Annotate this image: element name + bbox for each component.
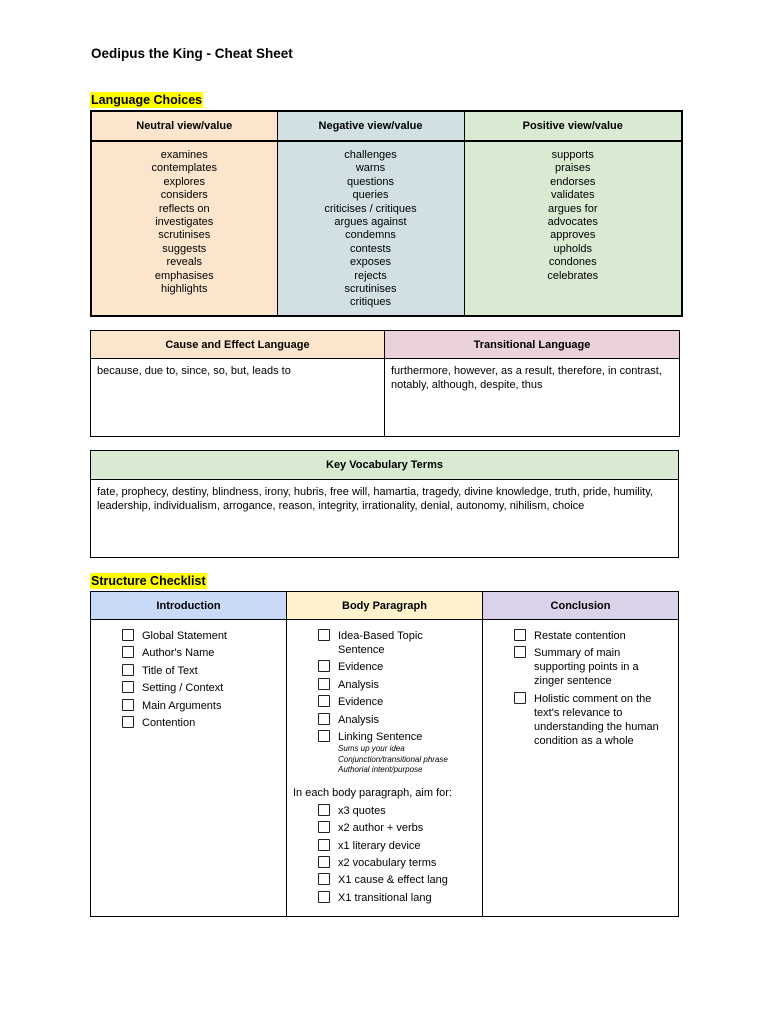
checklist-label: Analysis [338,678,379,691]
list-item: criticises / critiques [324,202,417,215]
list-item: challenges [344,149,397,161]
list-item: contests [350,242,391,255]
checkbox[interactable] [514,692,526,704]
checklist-item [122,646,286,660]
list-item: celebrates [547,269,599,282]
note-line: Sums up your idea [338,744,405,754]
vocabulary-table [90,450,679,558]
neutral-list [91,141,277,316]
checklist-item [318,660,482,674]
list-item: contemplates [151,162,217,175]
checklist-item [318,839,482,853]
list-item: argues against [334,216,407,229]
checklist-item [318,678,482,692]
checklist-item [122,681,286,695]
list-item: scrutinises [344,283,397,296]
checklist-label: Evidence [338,696,384,709]
document-title: Oedipus the King - Cheat Sheet [91,46,293,61]
list-item: rejects [354,269,387,282]
checklist-label: Summary of main supporting points in a zinger sentence [534,647,639,688]
checklist-label: Holistic comment on the text's relevance to understanding the human condition as a whole [534,692,659,747]
list-item: endorses [550,175,596,188]
checklist-item [122,699,286,713]
checklist-label: Evidence [338,661,384,674]
checklist-item [514,692,666,748]
transitional-header: Transitional Language [385,331,680,359]
linking-sentence-notes [287,744,482,776]
checklist-label: Global Statement [142,630,227,642]
language-choices-table [90,110,683,317]
checkbox[interactable] [122,646,134,658]
negative-header: Negative view/value [277,111,464,141]
vocabulary-header: Key Vocabulary Terms [91,451,679,480]
list-item: examines [160,149,208,161]
list-item: reflects on [158,202,210,215]
checklist-label: Analysis [338,713,379,726]
list-item: reveals [166,256,202,269]
checklist-label: x2 author + verbs [338,822,424,835]
structure-checklist-table [90,591,679,917]
cause-effect-header: Cause and Effect Language [91,331,385,359]
list-item: warns [355,162,386,175]
checklist-label: x3 quotes [338,804,386,817]
checklist-item [122,716,286,730]
list-item: scrutinises [158,229,211,242]
introduction-cell [91,620,287,917]
checklist-label: Contention [142,716,196,729]
checklist-item [122,629,286,643]
checkbox[interactable] [318,629,330,641]
checklist-label: Main Arguments [142,699,222,712]
checkbox[interactable] [318,695,330,707]
checklist-label: Linking Sentence [338,730,423,743]
list-item: critiques [350,296,391,309]
list-item: supports [551,149,594,161]
list-item: praises [555,162,591,175]
conclusion-header: Conclusion [483,592,679,620]
language-choices-heading: Language Choices [91,93,203,107]
checklist-item [318,821,482,835]
checkbox[interactable] [318,660,330,672]
body-paragraph-header: Body Paragraph [287,592,483,620]
checklist-label: Author's Name [142,647,215,660]
checkbox[interactable] [318,730,330,742]
checkbox[interactable] [318,713,330,725]
checkbox[interactable] [318,678,330,690]
checklist-label: x2 vocabulary terms [338,857,437,870]
checklist-label: X1 cause & effect lang [338,874,448,887]
checklist-label: x1 literary device [338,839,421,852]
checkbox[interactable] [318,891,330,903]
list-item: queries [352,189,389,202]
list-item: emphasises [154,269,214,282]
checklist-item [318,873,482,887]
checklist-item [514,646,666,688]
positive-list [464,141,682,316]
negative-list [277,141,464,316]
list-item: considers [160,189,208,202]
checklist-label: Title of Text [142,664,198,677]
vocabulary-text: fate, prophecy, destiny, blindness, irony, hubris, free will, hamartia, tragedy, divine knowledge, truth, pride, humility, leadership, individualism, arrogance, reason, integrity, irrationality, denial, autonomy, nihilism, choice [91,480,679,558]
list-item: explores [163,175,206,188]
list-item: condemns [345,229,396,242]
checkbox[interactable] [122,664,134,676]
aim-label: In each body paragraph, aim for: [293,786,452,799]
checklist-item [318,730,482,744]
checklist-label: Restate contention [534,630,626,642]
cause-effect-text: because, due to, since, so, but, leads to [91,359,385,437]
checklist-item [318,856,482,870]
cause-transitional-table [90,330,680,437]
structure-checklist-heading: Structure Checklist [91,574,206,588]
list-item: questions [346,175,395,188]
checklist-label: X1 transitional lang [338,891,432,904]
list-item: validates [551,189,595,202]
checklist-item [122,664,286,678]
introduction-header: Introduction [91,592,287,620]
checkbox[interactable] [318,821,330,833]
list-item: highlights [161,283,208,296]
list-item: exposes [350,256,391,269]
conclusion-cell [483,620,679,917]
checklist-item [318,804,482,818]
neutral-header: Neutral view/value [91,111,277,141]
list-item: suggests [162,242,207,255]
list-item: approves [550,229,596,242]
list-item: argues for [547,202,598,215]
positive-header: Positive view/value [464,111,682,141]
list-item: advocates [547,216,598,229]
checkbox[interactable] [318,856,330,868]
checkbox[interactable] [318,839,330,851]
list-item: condones [548,256,597,269]
checklist-item [318,713,482,727]
checklist-label: Setting / Context [142,682,224,695]
note-line: Authorial intent/purpose [338,765,423,775]
checkbox[interactable] [122,681,134,693]
checkbox[interactable] [514,629,526,641]
checkbox[interactable] [318,873,330,885]
checklist-item [514,629,666,643]
list-item: investigates [155,216,214,229]
checkbox[interactable] [122,629,134,641]
transitional-text: furthermore, however, as a result, therefore, in contrast, notably, although, despite, thus [385,359,680,437]
checkbox[interactable] [514,646,526,658]
note-line: Conjunction/transitional phrase [338,754,448,764]
checkbox[interactable] [318,804,330,816]
checklist-item [318,891,482,905]
checkbox[interactable] [122,699,134,711]
checklist-item [318,629,482,657]
list-item: upholds [553,242,593,255]
checklist-item [318,695,482,709]
body-paragraph-cell [287,620,483,917]
checkbox[interactable] [122,716,134,728]
checklist-label: Idea-Based Topic Sentence [338,630,423,656]
